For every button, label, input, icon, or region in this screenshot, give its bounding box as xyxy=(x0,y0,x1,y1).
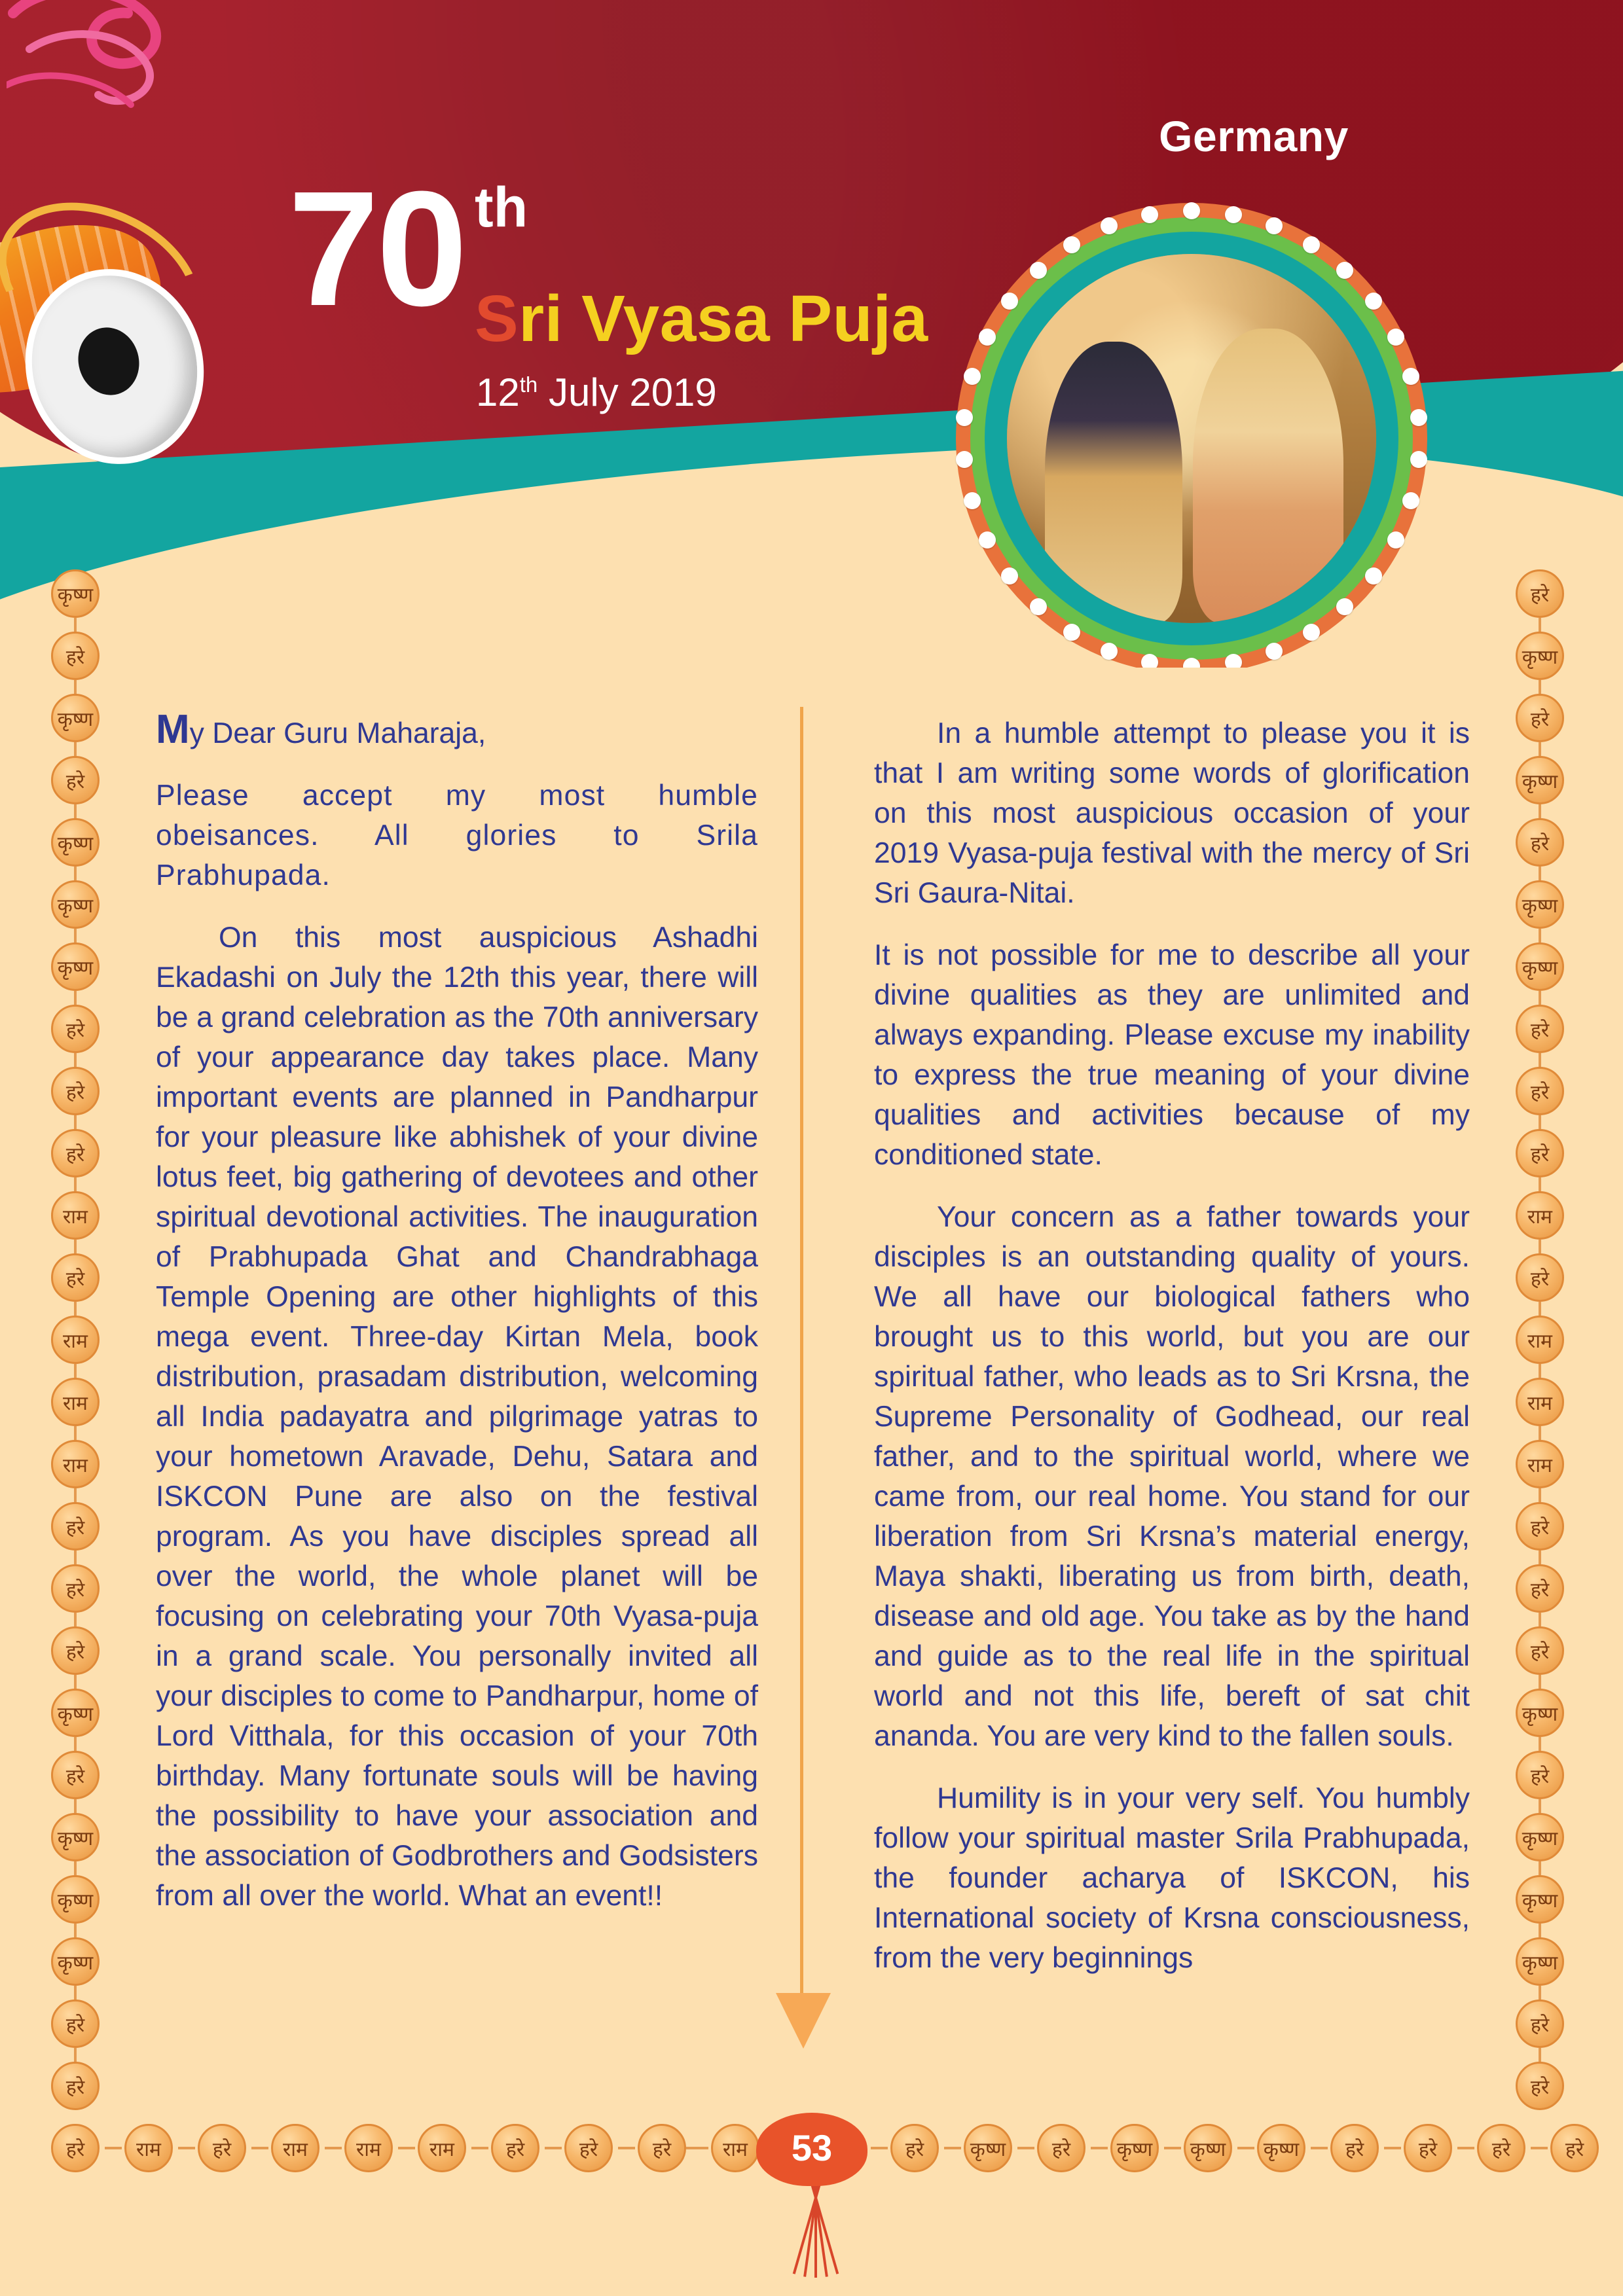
bead: हरे xyxy=(1516,2062,1564,2110)
country-label: Germany xyxy=(1159,112,1349,160)
bead: हरे xyxy=(564,2124,613,2172)
event-date-day: 12 xyxy=(476,370,520,414)
bead: हरे xyxy=(1516,2000,1564,2048)
bead: कृष्ण xyxy=(51,1937,100,1986)
bead: हरे xyxy=(51,2124,100,2172)
bead: हरे xyxy=(1516,1751,1564,1799)
pearl-icon xyxy=(1141,206,1158,223)
pearl-icon xyxy=(1365,567,1382,584)
bead: हरे xyxy=(51,1067,100,1115)
bead: कृष्ण xyxy=(51,880,100,929)
bead: हरे xyxy=(51,1751,100,1799)
pearl-icon xyxy=(1141,654,1158,668)
bead-link xyxy=(618,2147,635,2149)
bead: हरे xyxy=(1516,569,1564,618)
pearl-icon xyxy=(1410,451,1427,468)
left-text-column xyxy=(156,707,758,1938)
bead-link xyxy=(944,2147,961,2149)
bead: हरे xyxy=(51,2062,100,2110)
bead: हरे xyxy=(51,1626,100,1675)
anniversary-number: 70 xyxy=(288,157,465,340)
bead: कृष्ण xyxy=(1516,1875,1564,1924)
bead: कृष्ण xyxy=(1516,1689,1564,1737)
bead: राम xyxy=(1516,1378,1564,1426)
bead: हरे xyxy=(1037,2124,1085,2172)
bead-link xyxy=(471,2147,488,2149)
bead: राम xyxy=(51,1316,100,1364)
deity-figure-left xyxy=(1045,342,1182,623)
bead: हरे xyxy=(51,1564,100,1613)
pearl-icon xyxy=(1063,236,1080,253)
bead: कृष्ण xyxy=(1184,2124,1232,2172)
bead: कृष्ण xyxy=(51,942,100,991)
pearl-icon xyxy=(1225,654,1242,668)
pearl-icon xyxy=(1410,409,1427,426)
deity-figure-right xyxy=(1193,329,1343,623)
bead-link xyxy=(398,2147,415,2149)
bead: कृष्ण xyxy=(1516,1813,1564,1861)
bead: राम xyxy=(1516,1440,1564,1488)
bead: हरे xyxy=(1516,694,1564,742)
page-number-badge xyxy=(756,2113,867,2186)
page-number-text: 53 xyxy=(791,2127,833,2168)
bead-link xyxy=(251,2147,268,2149)
letter-paragraph: It is not possible for me to describe all your divine qualities as they are unlimited and always expanding. Please excuse my inability to express the true meaning of your divine qualities and activities because of my conditioned state. xyxy=(874,939,1470,1171)
letter-body xyxy=(0,707,1623,2140)
letter-paragraph: Humility is in your very self. You humbly follow your spiritual master Srila Prabhupada, the founder acharya of ISKCON, his International society of Krsna consciousness, from the very beginnings xyxy=(874,1782,1470,1974)
pearl-icon xyxy=(1365,293,1382,310)
bead: हरे xyxy=(1516,1502,1564,1551)
bead: हरे xyxy=(51,1129,100,1177)
bead: हरे xyxy=(1550,2124,1599,2172)
bead: कृष्ण xyxy=(1516,880,1564,929)
pearl-icon xyxy=(1402,492,1419,509)
bead: हरे xyxy=(1516,1129,1564,1177)
bead: कृष्ण xyxy=(1257,2124,1305,2172)
bead: राम xyxy=(344,2124,393,2172)
letter-paragraph: On this most auspicious Ashadhi Ekadashi on July the 12th this year, there will be a grand celebration as the 70th anniversary of your appearance day takes place. Many important events are planned in Pandharpur for your pleasure like abhishek of your divine lotus feet, big gathering of devotees and other spiritual devotional activities. The inauguration of Prabhupada Ghat and Chandrabhaga Temple Opening are other highlights of this mega event. Three-day Kirtan Mela, book distribution, prasadam distribution, welcoming all India padayatra and pilgrimage yatras to your hometown Aravade, Dehu, Satara and ISKCON Pune are also on the festival program. As you have disciples spread all over the world, the whole planet will be focusing on celebrating your 70th Vyasa-puja in a grand scale. You personally invited all your disciples to come to Pandharpur, home of Lord Vitthala, for this occasion of your 70th birthday. Many fortunate souls will be having the possibility to have your association and the association of Godbrothers and Godsisters from all over the world. What an event!! xyxy=(156,922,758,1912)
bead: कृष्ण xyxy=(51,1875,100,1924)
page-title-first-letter: S xyxy=(475,282,519,355)
bead: राम xyxy=(51,1440,100,1488)
bead-link xyxy=(545,2147,562,2149)
pearl-icon xyxy=(1402,368,1419,385)
bead: हरे xyxy=(51,632,100,680)
bead-link xyxy=(325,2147,342,2149)
bead: हरे xyxy=(51,756,100,804)
bead: राम xyxy=(711,2124,759,2172)
bead-link xyxy=(1237,2147,1254,2149)
bead: कृष्ण xyxy=(51,1813,100,1861)
bead: हरे xyxy=(51,1502,100,1551)
page-banner xyxy=(0,0,1623,668)
mridanga-drum-icon xyxy=(0,196,255,497)
page-title-rest: ri Vyasa Puja xyxy=(519,282,928,355)
bead: राम xyxy=(51,1191,100,1240)
bead-link xyxy=(1384,2147,1401,2149)
bead: हरे xyxy=(1477,2124,1525,2172)
ribbon-swirl-icon xyxy=(7,0,288,203)
salutation-text: y Dear Guru Maharaja, xyxy=(189,717,486,749)
bead: हरे xyxy=(1516,1067,1564,1115)
pearl-icon xyxy=(1030,598,1047,615)
pearl-icon xyxy=(1225,206,1242,223)
bead: कृष्ण xyxy=(51,569,100,618)
bead-link xyxy=(686,2147,703,2149)
right-text-column xyxy=(874,713,1470,2000)
letter-paragraph: In a humble attempt to please you it is that I am writing some words of glorification on this most auspicious occasion of your 2019 Vyasa-puja festival with the mercy of Sri Sri Gaura-Nitai. xyxy=(874,717,1470,909)
bead: राम xyxy=(1516,1191,1564,1240)
bead: हरे xyxy=(1516,1626,1564,1675)
bead: कृष्ण xyxy=(1516,942,1564,991)
event-date xyxy=(476,370,717,415)
bead: हरे xyxy=(491,2124,539,2172)
pearl-icon xyxy=(1101,643,1118,660)
bead: कृष्ण xyxy=(964,2124,1012,2172)
deity-photo xyxy=(1007,254,1376,623)
bead-link xyxy=(1531,2147,1548,2149)
letter-paragraph xyxy=(156,707,758,753)
bead: राम xyxy=(271,2124,319,2172)
bead-link xyxy=(871,2147,888,2149)
bead-link xyxy=(178,2147,195,2149)
bead-link xyxy=(1457,2147,1474,2149)
bead: हरे xyxy=(198,2124,246,2172)
bead: कृष्ण xyxy=(51,694,100,742)
event-date-rest: July 2019 xyxy=(548,370,717,414)
bead: कृष्ण xyxy=(1110,2124,1159,2172)
bead: हरे xyxy=(51,1005,100,1053)
anniversary-number-suffix: th xyxy=(475,176,528,239)
pearl-icon xyxy=(964,368,981,385)
bead: राम xyxy=(418,2124,466,2172)
page-title xyxy=(475,281,928,357)
bead: हरे xyxy=(51,2000,100,2048)
pearl-icon xyxy=(1030,262,1047,279)
bead: हरे xyxy=(1404,2124,1452,2172)
bead: हरे xyxy=(638,2124,686,2172)
bead: हरे xyxy=(1516,1253,1564,1302)
letter-paragraph: Your concern as a father towards your disciples is an outstanding quality of yours. We all have our biological fathers who brought us to this world, but you are our spiritual father, who leads as to Sri Krsna, the Supreme Personality of Godhead, our real father, and to the spiritual world, where we came from, our real home. You stand for our liberation from Sri Krsna’s material energy, Maya shakti, liberating us from birth, death, disease and old age. You take as by the hand and guide as to the real life in the spiritual world and not this life, bereft of sat chit ananda. You are very kind to the fallen souls. xyxy=(874,1201,1470,1752)
bead: कृष्ण xyxy=(1516,632,1564,680)
bead-tassel xyxy=(783,2179,842,2291)
pearl-icon xyxy=(1266,643,1283,660)
bead: राम xyxy=(51,1378,100,1426)
bead: हरे xyxy=(1516,1005,1564,1053)
bead: हरे xyxy=(1330,2124,1379,2172)
bead: कृष्ण xyxy=(51,1689,100,1737)
bead-link xyxy=(1311,2147,1328,2149)
dropcap-letter: M xyxy=(156,707,190,752)
pearl-icon xyxy=(1183,202,1200,219)
bead: कृष्ण xyxy=(1516,756,1564,804)
bead-link xyxy=(1164,2147,1181,2149)
bead-link xyxy=(105,2147,122,2149)
letter-paragraph: Please accept my most humble obeisances. All glories to Srila Prabhupada. xyxy=(156,780,758,891)
bead: हरे xyxy=(51,1253,100,1302)
pearl-icon xyxy=(1387,329,1404,346)
bead: हरे xyxy=(1516,818,1564,867)
bead-link xyxy=(1091,2147,1108,2149)
bead: राम xyxy=(1516,1316,1564,1364)
bead: राम xyxy=(124,2124,173,2172)
bead: हरे xyxy=(1516,1564,1564,1613)
event-date-suffix: th xyxy=(519,372,538,397)
bead: कृष्ण xyxy=(1516,1937,1564,1986)
bead: हरे xyxy=(890,2124,939,2172)
pearl-icon xyxy=(1001,567,1018,584)
pearl-icon xyxy=(1303,624,1320,641)
pearl-icon xyxy=(1387,531,1404,548)
deity-photo-medallion xyxy=(956,203,1427,668)
pearl-icon xyxy=(1063,624,1080,641)
bead-link xyxy=(1017,2147,1034,2149)
bead: कृष्ण xyxy=(51,818,100,867)
